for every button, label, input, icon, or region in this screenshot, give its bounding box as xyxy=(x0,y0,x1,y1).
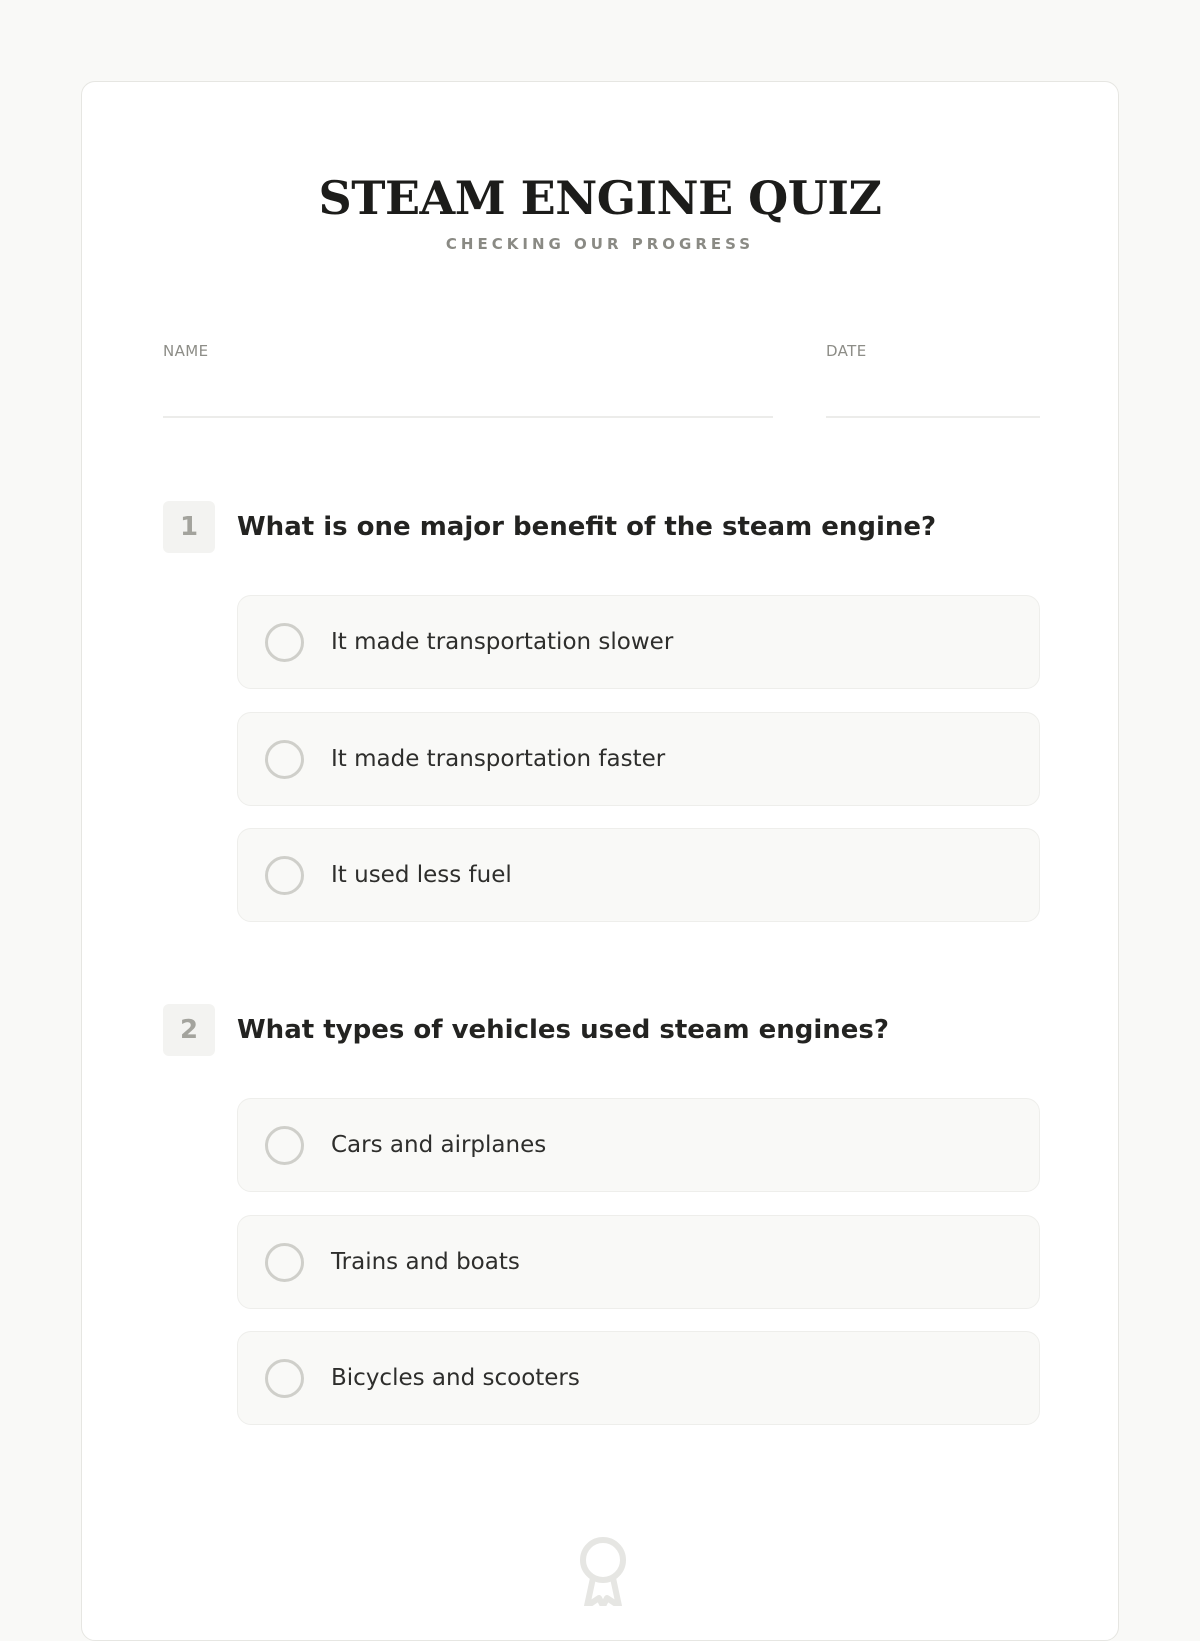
quiz-card xyxy=(81,81,1119,1641)
date-field[interactable] xyxy=(826,416,1040,418)
award-ribbon-icon xyxy=(577,1536,629,1606)
radio-button[interactable] xyxy=(265,1243,304,1282)
radio-button[interactable] xyxy=(265,1359,304,1398)
question-number: 1 xyxy=(163,501,215,553)
answer-option[interactable] xyxy=(237,1098,1040,1192)
quiz-title: STEAM ENGINE QUIZ xyxy=(318,171,882,225)
name-label: NAME xyxy=(163,342,209,360)
answer-option[interactable] xyxy=(237,595,1040,689)
question-number: 2 xyxy=(163,1004,215,1056)
answer-option[interactable] xyxy=(237,1331,1040,1425)
answer-option-label: Cars and airplanes xyxy=(331,1132,547,1158)
answer-option-label: It made transportation slower xyxy=(331,629,674,655)
answer-option-label: Trains and boats xyxy=(331,1249,520,1275)
quiz-subtitle: CHECKING OUR PROGRESS xyxy=(445,235,755,253)
radio-button[interactable] xyxy=(265,623,304,662)
name-field[interactable] xyxy=(163,416,773,418)
radio-button[interactable] xyxy=(265,1126,304,1165)
answer-option[interactable] xyxy=(237,712,1040,806)
radio-button[interactable] xyxy=(265,740,304,779)
radio-button[interactable] xyxy=(265,856,304,895)
answer-option[interactable] xyxy=(237,1215,1040,1309)
date-label: DATE xyxy=(826,342,867,360)
answer-option[interactable] xyxy=(237,828,1040,922)
answer-option-label: It used less fuel xyxy=(331,862,512,888)
question-text: What types of vehicles used steam engines? xyxy=(237,1015,889,1045)
question-text: What is one major benefit of the steam engine? xyxy=(237,512,937,542)
answer-option-label: It made transportation faster xyxy=(331,746,666,772)
answer-option-label: Bicycles and scooters xyxy=(331,1365,580,1391)
